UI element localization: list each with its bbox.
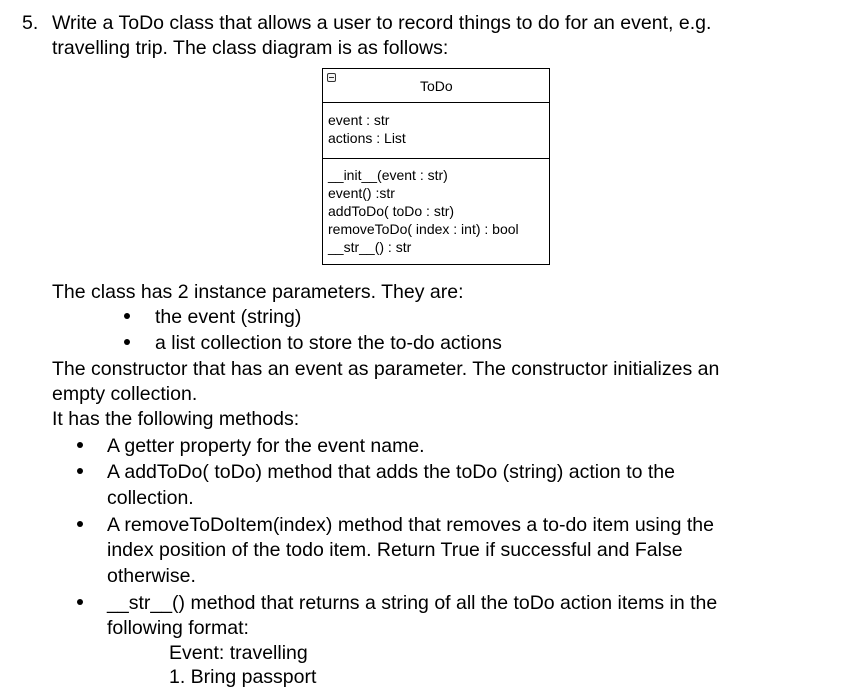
bullet-icon	[77, 468, 83, 474]
uml-operation: __init__(event : str)	[328, 167, 448, 183]
constructor-text-line-1: The constructor that has an event as parameter. The constructor initializes an	[52, 358, 720, 380]
param-item: the event (string)	[155, 306, 302, 328]
method-item-line: index position of the todo item. Return True if successful and False	[107, 539, 683, 561]
question-text-line-1: Write a ToDo class that allows a user to record things to do for an event, e.g.	[52, 12, 712, 34]
method-item-line: A addToDo( toDo) method that adds the toDo (string) action to the	[107, 461, 675, 483]
param-item: a list collection to store the to-do actions	[155, 332, 502, 354]
bullet-icon	[77, 599, 83, 605]
method-item-line: __str__() method that returns a string of all the toDo action items in the	[107, 592, 718, 614]
uml-operation: __str__() : str	[328, 239, 412, 255]
example-line: 1. Bring passport	[169, 666, 317, 688]
uml-operations-compartment	[323, 159, 549, 256]
method-item-line: following format:	[107, 617, 249, 639]
method-item-line: otherwise.	[107, 565, 196, 587]
method-item-line: A getter property for the event name.	[107, 435, 425, 457]
params-intro: The class has 2 instance parameters. They are:	[52, 281, 464, 303]
uml-attribute: actions : List	[328, 130, 406, 146]
bullet-icon	[124, 339, 130, 345]
uml-operation: removeToDo( index : int) : bool	[328, 221, 519, 237]
constructor-text-line-2: empty collection.	[52, 383, 198, 405]
uml-attribute: event : str	[328, 112, 390, 128]
uml-class-name: ToDo	[420, 78, 453, 94]
collapse-icon	[327, 73, 336, 82]
uml-class-diagram	[322, 68, 550, 265]
uml-class-name-compartment	[323, 69, 549, 103]
methods-intro: It has the following methods:	[52, 408, 300, 430]
bullet-icon	[124, 313, 130, 319]
method-item-line: collection.	[107, 487, 194, 509]
question-number: 5.	[22, 12, 39, 34]
uml-operation: event() :str	[328, 185, 395, 201]
bullet-icon	[77, 442, 83, 448]
method-item-line: A removeToDoItem(index) method that removes a to-do item using the	[107, 514, 714, 536]
bullet-icon	[77, 521, 83, 527]
uml-operation: addToDo( toDo : str)	[328, 203, 455, 219]
example-line: Event: travelling	[169, 642, 308, 664]
uml-attributes-compartment	[323, 103, 549, 159]
question-text-line-2: travelling trip. The class diagram is as follows:	[52, 37, 449, 59]
